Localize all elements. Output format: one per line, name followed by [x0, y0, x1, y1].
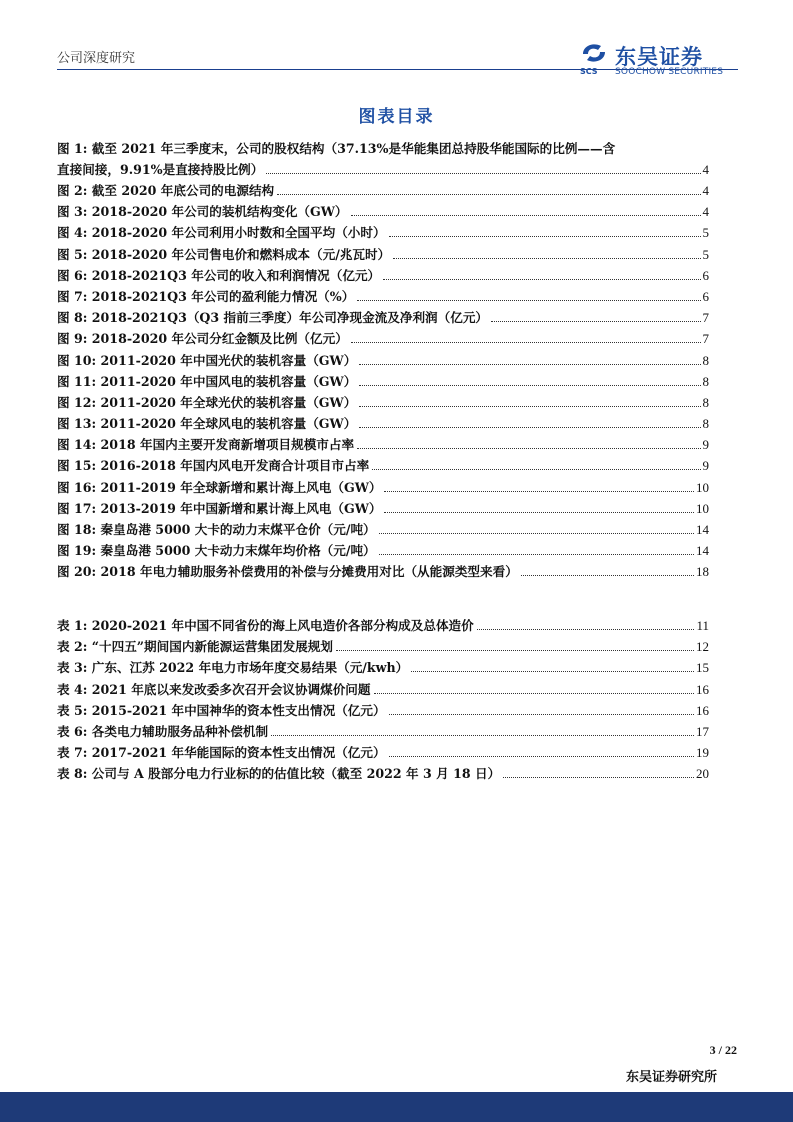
entry-label: 图 19: [57, 543, 97, 559]
toc-entry[interactable] [57, 700, 709, 721]
dot-leader [389, 755, 694, 757]
entry-title: 2017-2021 年华能国际的资本性支出情况（亿元） [91, 745, 386, 761]
entry-label: 图 5: [57, 246, 88, 262]
entry-title: 2018-2021Q3 年公司的收入和利润情况（亿元） [91, 267, 381, 283]
entry-label: 图 18: [57, 522, 97, 537]
dot-leader [393, 257, 700, 259]
entry-title: 2021 年底以来发改委多次召开会议协调煤价问题 [91, 681, 371, 697]
entry-page-number: 8 [702, 416, 709, 432]
toc-entry[interactable] [57, 455, 709, 476]
entry-label: 图 7: [57, 288, 88, 304]
entry-page-number: 10 [696, 500, 709, 516]
toc-entry[interactable] [57, 615, 709, 636]
entry-title: 2020-2021 年中国不同省份的海上风电造价各部分构成及总体造价 [91, 618, 474, 633]
entry-title: 2015-2021 年中国神华的资本性支出情况（亿元） [91, 702, 386, 718]
dot-leader [374, 692, 695, 694]
toc-entry[interactable] [57, 201, 709, 222]
dot-leader [379, 532, 694, 534]
entry-label: 图 6: [57, 267, 88, 283]
entry-page-number: 8 [702, 373, 709, 389]
entry-page-number: 4 [702, 204, 709, 220]
entry-page-number: 17 [696, 723, 709, 739]
entry-title: 截至 2020 年底公司的电源结构 [91, 183, 275, 198]
entry-title: 公司与 A 股部分电力行业标的的估值比较（截至 2022 年 3 月 18 日） [91, 766, 501, 782]
entry-title: 2011-2019 年全球新增和累计海上风电（GW） [100, 479, 382, 495]
figure-list [57, 138, 709, 583]
entry-label: 图 1: [57, 141, 88, 156]
entry-title: 直接间接，9.91%是直接持股比例） [57, 162, 264, 177]
entry-label: 表 4: [57, 681, 88, 697]
entry-page-number: 11 [696, 618, 709, 633]
toc-entry[interactable] [57, 679, 709, 700]
entry-label: 图 12: [57, 394, 97, 410]
dot-leader [384, 511, 694, 513]
entry-label: 图 15: [57, 458, 97, 474]
dot-leader [384, 490, 694, 492]
dot-leader [351, 341, 701, 343]
entry-label: 图 13: [57, 416, 97, 432]
entry-label: 图 4: [57, 225, 88, 241]
brand-name-cn: 东吴证券 [615, 45, 703, 69]
entry-title: 2018-2020 年公司分红金额及比例（亿元） [91, 331, 348, 347]
entry-page-number: 6 [702, 288, 709, 304]
entry-title: 2011-2020 年中国光伏的装机容量（GW） [100, 352, 357, 368]
entry-page-number: 18 [696, 564, 709, 580]
entry-page-number: 8 [702, 352, 709, 368]
dot-leader [359, 384, 700, 386]
entry-title: 2013-2019 年中国新增和累计海上风电（GW） [100, 500, 382, 516]
toc-entry[interactable] [57, 180, 709, 201]
document-type-label: 公司深度研究 [57, 51, 136, 66]
entry-label: 表 3: [57, 660, 88, 676]
dot-leader [379, 553, 694, 555]
brand-logo [579, 40, 739, 80]
dot-leader [277, 193, 700, 195]
toc-entry[interactable] [57, 265, 709, 286]
dot-leader [357, 299, 700, 301]
entry-label: 表 2: [57, 639, 88, 655]
footer-bar [0, 1092, 793, 1122]
entry-title: 2018-2021Q3（Q3 指前三季度）年公司净现金流及净利润（亿元） [91, 310, 489, 326]
entry-label: 图 11: [57, 373, 97, 389]
entry-label: 图 20: [57, 564, 97, 580]
entry-page-number: 14 [696, 543, 709, 559]
toc-entry[interactable] [57, 636, 709, 657]
toc-entry[interactable] [57, 244, 709, 265]
toc-entry[interactable] [57, 328, 709, 349]
entry-page-number: 6 [702, 267, 709, 283]
entry-label: 图 17: [57, 500, 97, 516]
entry-page-number: 10 [696, 479, 709, 495]
entry-page-number: 16 [696, 681, 709, 697]
entry-label: 图 10: [57, 352, 97, 368]
entry-title: 各类电力辅助服务品种补偿机制 [91, 723, 269, 739]
toc-entry[interactable] [57, 307, 709, 328]
toc-entry[interactable] [57, 286, 709, 307]
entry-page-number: 8 [702, 394, 709, 410]
entry-title: “十四五”期间国内新能源运营集团发展规划 [91, 639, 333, 655]
svg-text:SCS: SCS [580, 67, 598, 76]
institute-name: 东吴证券研究所 [625, 1070, 717, 1085]
entry-title: 2018-2021Q3 年公司的盈利能力情况（%） [91, 288, 355, 304]
dot-leader [372, 468, 700, 470]
entry-title: 秦皇岛港 5000 大卡的动力末煤平仓价（元/吨） [100, 522, 376, 537]
entry-label: 表 7: [57, 745, 88, 761]
entry-title-line1: 截至 2021 年三季度末，公司的股权结构（37.13%是华能集团总持股华能国际的比例——含 [91, 141, 616, 156]
brand-mark-icon [579, 40, 609, 76]
entry-title: 2018-2020 年公司的装机结构变化（GW） [91, 204, 348, 220]
entry-title: 2011-2020 年中国风电的装机容量（GW） [100, 373, 357, 389]
entry-title: 2011-2020 年全球风电的装机容量（GW） [100, 416, 357, 432]
toc-entry[interactable] [57, 477, 709, 498]
dot-leader [477, 628, 695, 630]
entry-page-number: 15 [696, 660, 709, 676]
dot-leader [389, 713, 694, 715]
toc-entry[interactable] [57, 434, 709, 455]
entry-page-number: 7 [702, 331, 709, 347]
entry-page-number: 16 [696, 702, 709, 718]
entry-title: 2018 年电力辅助服务补偿费用的补偿与分摊费用对比（从能源类型来看） [100, 564, 518, 580]
entry-title: 2018-2020 年公司售电价和燃料成本（元/兆瓦时） [91, 246, 391, 262]
toc-entry[interactable] [57, 742, 709, 763]
entry-title: 2018-2020 年公司利用小时数和全国平均（小时） [91, 225, 386, 241]
entry-page-number: 4 [702, 162, 709, 177]
entry-label: 表 8: [57, 766, 88, 782]
dot-leader [491, 320, 700, 322]
entry-title: 2018 年国内主要开发商新增项目规模市占率 [100, 437, 355, 453]
dot-leader [521, 574, 694, 576]
entry-label: 表 1: [57, 618, 88, 633]
entry-page-number: 5 [702, 246, 709, 262]
dot-leader [503, 776, 694, 778]
entry-page-number: 14 [696, 522, 709, 537]
toc-entry[interactable] [57, 222, 709, 243]
entry-page-number: 19 [696, 745, 709, 761]
entry-label: 图 3: [57, 204, 88, 220]
entry-page-number: 7 [702, 310, 709, 326]
dot-leader [359, 363, 700, 365]
dot-leader [351, 214, 701, 216]
entry-page-number: 4 [702, 183, 709, 198]
toc-entry[interactable] [57, 371, 709, 392]
brand-name-en: SOOCHOW SECURITIES [615, 67, 724, 77]
entry-label: 图 14: [57, 437, 97, 453]
entry-label: 图 9: [57, 331, 88, 347]
toc-entry[interactable] [57, 519, 709, 540]
entry-label: 图 2: [57, 183, 88, 198]
toc-title: 图表目录 [358, 107, 435, 127]
toc-entry[interactable] [57, 721, 709, 742]
entry-title: 2016-2018 年国内风电开发商合计项目市占率 [100, 458, 370, 474]
entry-label: 表 6: [57, 723, 88, 739]
dot-leader [271, 734, 694, 736]
toc-entry[interactable] [57, 350, 709, 371]
dot-leader [357, 447, 700, 449]
entry-label: 图 8: [57, 310, 88, 326]
entry-page-number: 9 [702, 437, 709, 453]
dot-leader [266, 172, 700, 174]
dot-leader [359, 405, 700, 407]
page-number: 3 / 22 [709, 1043, 737, 1057]
entry-label: 表 5: [57, 702, 88, 718]
toc-entry[interactable] [57, 763, 709, 784]
dot-leader [389, 235, 701, 237]
entry-page-number: 20 [696, 766, 709, 782]
toc-entry[interactable] [57, 561, 709, 582]
toc-entry[interactable] [57, 540, 709, 561]
entry-page-number: 5 [702, 225, 709, 241]
toc-entry[interactable] [57, 413, 709, 434]
toc-entry[interactable] [57, 657, 709, 678]
dot-leader [336, 649, 694, 651]
entry-title: 秦皇岛港 5000 大卡动力末煤年均价格（元/吨） [100, 543, 376, 559]
entry-page-number: 12 [696, 639, 709, 655]
toc-entry[interactable] [57, 498, 709, 519]
dot-leader [359, 426, 700, 428]
dot-leader [383, 278, 700, 280]
toc-entry[interactable] [57, 392, 709, 413]
toc-entry[interactable] [57, 138, 709, 180]
table-list [57, 615, 709, 785]
dot-leader [411, 670, 694, 672]
entry-title: 广东、江苏 2022 年电力市场年度交易结果（元/kwh） [91, 660, 409, 676]
entry-title: 2011-2020 年全球光伏的装机容量（GW） [100, 394, 357, 410]
entry-label: 图 16: [57, 479, 97, 495]
entry-page-number: 9 [702, 458, 709, 474]
